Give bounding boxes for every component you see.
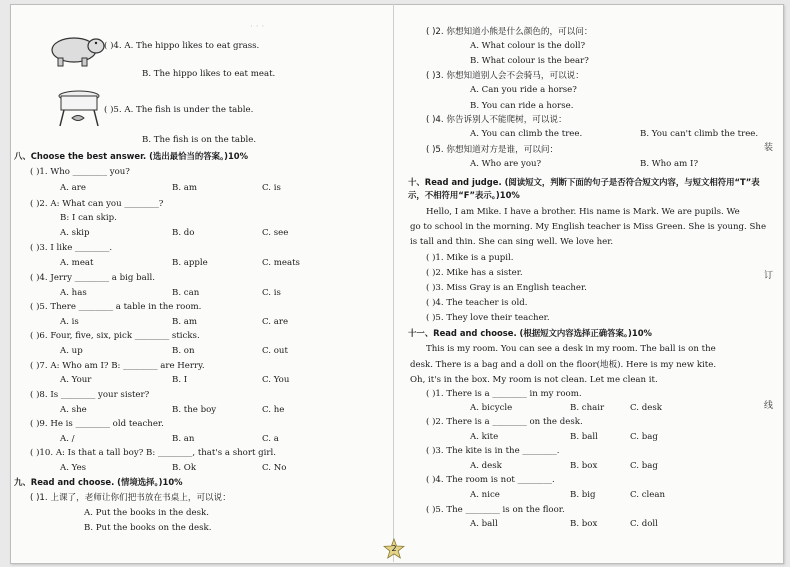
- mc-option: B. Ok: [172, 463, 197, 473]
- binding-mark-xian: 线: [764, 401, 774, 411]
- mc-option: C. You: [262, 375, 290, 385]
- mc-question: ( )10. A: Is that a tall boy? B: ________, that's a short girl.: [30, 448, 276, 458]
- reading-question: ( )1. There is a ________ in my room.: [426, 389, 582, 399]
- reading-option: B. ball: [570, 432, 598, 442]
- mc-option: A. are: [60, 183, 86, 193]
- reading-option: C. desk: [630, 403, 662, 413]
- mc-option: A. /: [60, 434, 75, 444]
- situation-option-a: A. You can climb the tree.: [470, 129, 583, 139]
- reading-option: B. chair: [570, 403, 605, 413]
- mc-question: ( )7. A: Who am I? B: ________ are Herry.: [30, 361, 205, 371]
- mc-option: B. am: [172, 317, 198, 327]
- mc-question: ( )9. He is ________ old teacher.: [30, 419, 164, 429]
- binding-mark-zhuang: 装: [764, 143, 774, 153]
- reading-option: A. ball: [470, 519, 498, 529]
- reading-option: C. doll: [630, 519, 658, 529]
- situation-option-a: A. Who are you?: [470, 159, 542, 169]
- mc-option: B. an: [172, 434, 195, 444]
- situation-option-b: B. You can't climb the tree.: [640, 129, 759, 139]
- fish-tank-illustration: [54, 88, 104, 128]
- situation-option-a: A. Put the books in the desk.: [84, 508, 209, 518]
- true-false-item: ( )4. The teacher is old.: [426, 298, 528, 308]
- mc-option: A. Your: [60, 375, 92, 385]
- section-9-title: 九、Read and choose. (情境选择。)10%: [14, 477, 183, 487]
- mc-question: ( )4. Jerry ________ a big ball.: [30, 273, 155, 283]
- mc-option: A. has: [60, 288, 87, 298]
- true-false-item: ( )2. Mike has a sister.: [426, 268, 523, 278]
- mc-option: B. can: [172, 288, 200, 298]
- reading-option: B. box: [570, 461, 598, 471]
- reading-option: B. box: [570, 519, 598, 529]
- situation-option-a: A. What colour is the doll?: [470, 41, 586, 51]
- true-false-item: ( )5. They love their teacher.: [426, 313, 550, 323]
- passage-2-line: This is my room. You can see a desk in my room. The ball is on the: [426, 344, 716, 354]
- mc-option: A. she: [60, 405, 87, 415]
- q4-choice-b: B. The hippo likes to eat meat.: [142, 69, 276, 79]
- mc-option: C. is: [262, 288, 281, 298]
- mc-question: ( )2. A: What can you ________?: [30, 199, 164, 209]
- section-10-title: 十、Read and judge. (阅读短文，判断下面的句子是否符合短文内容，与短文相符用“T”表示，不相符用“F”表示。)10%: [408, 177, 760, 200]
- mc-option: A. is: [60, 317, 79, 327]
- page-spine: [393, 4, 394, 562]
- mc-option: C. are: [262, 317, 289, 327]
- mc-option: B. on: [172, 346, 195, 356]
- reading-option: C. bag: [630, 432, 658, 442]
- q5-choice-a: ( )5. A. The fish is under the table.: [104, 105, 254, 115]
- mc-option: A. up: [60, 346, 83, 356]
- mc-option: B. the boy: [172, 405, 217, 415]
- situation-question: ( )5. 你想知道对方是谁，可以问：: [426, 145, 559, 155]
- mc-question-line2: B: I can skip.: [60, 213, 117, 223]
- passage-2-line: Oh, it's in the box. My room is not clean. Let me clean it.: [410, 375, 658, 385]
- reading-question: ( )3. The kite is in the ________.: [426, 446, 560, 456]
- mc-option: C. he: [262, 405, 285, 415]
- true-false-item: ( )3. Miss Gray is an English teacher.: [426, 283, 587, 293]
- passage-1-line: is tall and thin. She can sing well. We love her.: [410, 237, 614, 247]
- mc-option: C. out: [262, 346, 288, 356]
- page-number: 2: [391, 544, 397, 553]
- bleed-through: · · ·: [250, 22, 265, 32]
- situation-option-a: A. Can you ride a horse?: [470, 85, 577, 95]
- q5-choice-b: B. The fish is on the table.: [142, 135, 257, 145]
- situation-question: ( )4. 你告诉别人不能爬树，可以说：: [426, 115, 567, 125]
- mc-option: A. skip: [60, 228, 90, 238]
- hippo-illustration: [44, 28, 106, 68]
- mc-option: C. a: [262, 434, 279, 444]
- mc-option: C. meats: [262, 258, 300, 268]
- situation-question: ( )3. 你想知道别人会不会骑马，可以说：: [426, 71, 584, 81]
- mc-question: ( )3. I like ________.: [30, 243, 113, 253]
- passage-1-line: Hello, I am Mike. I have a brother. His name is Mark. We are pupils. We: [426, 207, 740, 217]
- true-false-item: ( )1. Mike is a pupil.: [426, 253, 514, 263]
- mc-question: ( )5. There ________ a table in the room.: [30, 302, 202, 312]
- q4-choice-a: ( )4. A. The hippo likes to eat grass.: [104, 41, 260, 51]
- reading-question: ( )4. The room is not ________.: [426, 475, 555, 485]
- mc-option: B. apple: [172, 258, 208, 268]
- mc-option: B. am: [172, 183, 198, 193]
- mc-option: A. meat: [60, 258, 94, 268]
- binding-mark-ding: 订: [764, 271, 774, 281]
- reading-option: C. clean: [630, 490, 666, 500]
- situation-option-b: B. Who am I?: [640, 159, 699, 169]
- section-8-title: 八、Choose the best answer. (选出最恰当的答案。)10%: [14, 151, 249, 161]
- passage-2-line: desk. There is a bag and a doll on the floor(地板). Here is my new kite.: [410, 360, 717, 370]
- mc-option: C. is: [262, 183, 281, 193]
- reading-question: ( )2. There is a ________ on the desk.: [426, 417, 583, 427]
- mc-question: ( )8. Is ________ your sister?: [30, 390, 150, 400]
- mc-question: ( )1. Who ________ you?: [30, 167, 130, 177]
- reading-option: C. bag: [630, 461, 658, 471]
- mc-question: ( )6. Four, five, six, pick ________ sticks.: [30, 331, 200, 341]
- mc-option: A. Yes: [60, 463, 87, 473]
- reading-option: A. desk: [470, 461, 502, 471]
- reading-question: ( )5. The ________ is on the floor.: [426, 505, 565, 515]
- situation-option-b: B. You can ride a horse.: [470, 101, 574, 111]
- reading-option: B. big: [570, 490, 596, 500]
- situation-option-b: B. Put the books on the desk.: [84, 523, 212, 533]
- mc-option: C. see: [262, 228, 289, 238]
- mc-option: C. No: [262, 463, 287, 473]
- reading-option: A. nice: [470, 490, 500, 500]
- situation-question: ( )2. 你想知道小熊是什么颜色的，可以问：: [426, 27, 593, 37]
- reading-option: A. bicycle: [470, 403, 513, 413]
- mc-option: B. do: [172, 228, 195, 238]
- passage-1-line: go to school in the morning. My English teacher is Miss Green. She is young. She: [410, 222, 767, 232]
- mc-option: B. I: [172, 375, 188, 385]
- section-11-title: 十一、Read and choose. (根据短文内容选择正确答案。)10%: [408, 328, 652, 338]
- situation-question: ( )1. 上课了，老师让你们把书放在书桌上，可以说：: [30, 493, 231, 503]
- reading-option: A. kite: [470, 432, 499, 442]
- situation-option-b: B. What colour is the bear?: [470, 56, 589, 66]
